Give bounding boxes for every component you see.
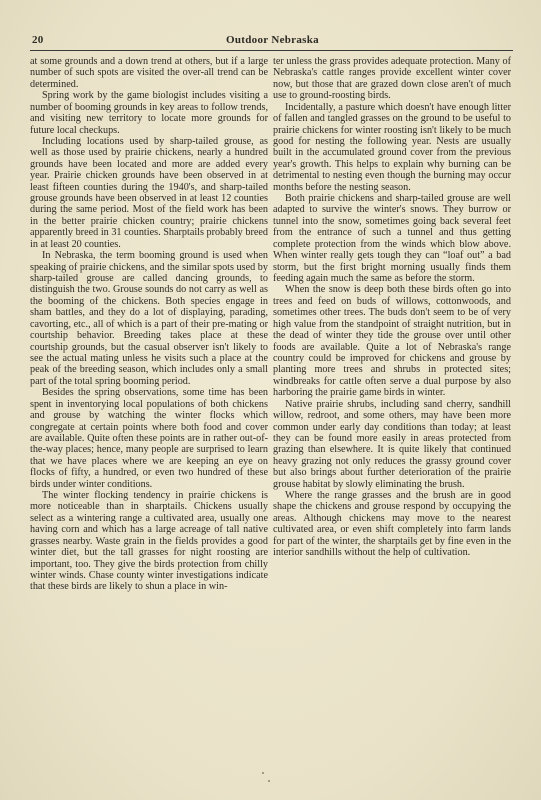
header-rule — [30, 50, 513, 51]
paragraph: Native prairie shrubs, including sand cherry, sandhill willow, redroot, and some others, may have been more common under early day conditions than today; at least they can be found more easily in areas protected from grazing than elsewhere. It is quite likely that continued heavy grazing not only reduces the grassy ground cover but also brings about further deterioration of the prairie grouse habitat by slowly eliminating the brush. — [273, 398, 511, 490]
paragraph: Where the range grasses and the brush are in good shape the chickens and grouse respond by occupying the areas. Although chickens may move to the nearest cultivated area, or even shift completely into farm lands for part of the winter, the sharptails get by fine even in the interior sandhills without the help of cultivation. — [273, 490, 511, 559]
paragraph: Incidentally, a pasture which doesn't have enough litter of fallen and tangled grasses on the ground to be useful to prairie chickens for winter roosting isn't likely to be much good for nesting the following year. Nests are usually built in the accumulated ground cover from the previous year's growth. This helps to explain why burning can be detrimental to nesting even though the burning may occur months before the nesting season. — [273, 101, 511, 193]
paragraph: Both prairie chickens and sharp-tailed grouse are well adapted to survive the winter's snows. They burrow or tunnel into the snow, sometimes going back several feet from the entrance of such a tunnel and thus getting complete protection from the winds which blow above. When winter really gets tough they can “loaf out” a bad storm, but the first bright morning usually finds them feeding again much the same as before the storm. — [273, 193, 511, 285]
running-title: Outdoor Nebraska — [226, 34, 319, 46]
paragraph: In Nebraska, the term booming ground is used when speaking of prairie chickens, and the similar spots used by sharp-tailed grouse are called dancing grounds, to distinguish the two. Grouse sounds do not carry as well as the booming of the chickens. Both species engage in sham battles, and they do a lot of displaying, parading, cavorting, etc., all of which is a part of their pre-mating or courtship behavior. Breeding takes place at these courtship grounds, but the casual observer isn't likely to see the actual mating unless he visits such a place at the peak of the breeding season, which includes only a small part of the total spring booming period. — [30, 250, 268, 387]
paragraph: When the snow is deep both these birds often go into trees and feed on buds of willows, cottonwoods, and sometimes other trees. The buds don't seem to be of very high value from the standpoint of straight nutrition, but in the dead of winter they tide the grouse over until other foods are available. Quite a lot of Nebraska's range country could be improved for chickens and grouse by planting more trees and shrubs in protected sites; windbreaks for cattle often serve a dual purpose by also harboring the prairie game birds in winter. — [273, 284, 511, 399]
paragraph: The winter flocking tendency in prairie chickens is more noticeable than in sharptails. Chickens usually select as a wintering range a cultivated area, usually one having corn and which has a large acreage of tall native grasses nearby. Waste grain in the fields provides a good winter diet, but the tall grasses for night roosting are important, too. They give the birds protection from chilly winter winds. Chase county winter investigations indicate that these birds are likely to shun a place in win- — [30, 490, 268, 593]
left-column — [30, 56, 268, 593]
paragraph: at some grounds and a down trend at others, but if a large number of such spots are visited the over-all trend can be determined. — [30, 56, 268, 90]
paragraph: Spring work by the game biologist includes visiting a number of booming grounds in key areas to follow trends, and visiting new territory to locate more grounds for future local checkups. — [30, 90, 268, 136]
page-header — [32, 34, 513, 50]
paper-speck — [262, 772, 264, 774]
paragraph: Including locations used by sharp-tailed grouse, as well as those used by prairie chickens, nearly a hundred grounds have been located and more are added every year. Prairie chicken grounds have been observed in at least fifteen counties during the 1940's, and sharp-tailed grouse grounds have been observed in at least 12 counties during the same period. Most of the field work has been in the better prairie chicken country; prairie chickens apparently breed in 31 counties. Sharptails probably breed in at least 20 counties. — [30, 135, 268, 250]
paper-speck — [268, 780, 270, 782]
page-number: 20 — [32, 34, 44, 46]
paragraph: ter unless the grass provides adequate protection. Many of Nebraska's cattle ranges provide excellent winter cover now, but those that are grazed down close aren't of much use to ground-roosting birds. — [273, 56, 511, 102]
right-column — [273, 56, 511, 559]
paragraph: Besides the spring observations, some time has been spent in inventorying local populations of both chickens and grouse by watching the winter flocks which congregate at certain points where both food and cover are available. Quite often these points are in rather out-of-the-way places; hence, many people are surprised to learn that we have places where we are keeping an eye on flocks of fifty, a hundred, or even two hundred of these birds under winter conditions. — [30, 387, 268, 490]
